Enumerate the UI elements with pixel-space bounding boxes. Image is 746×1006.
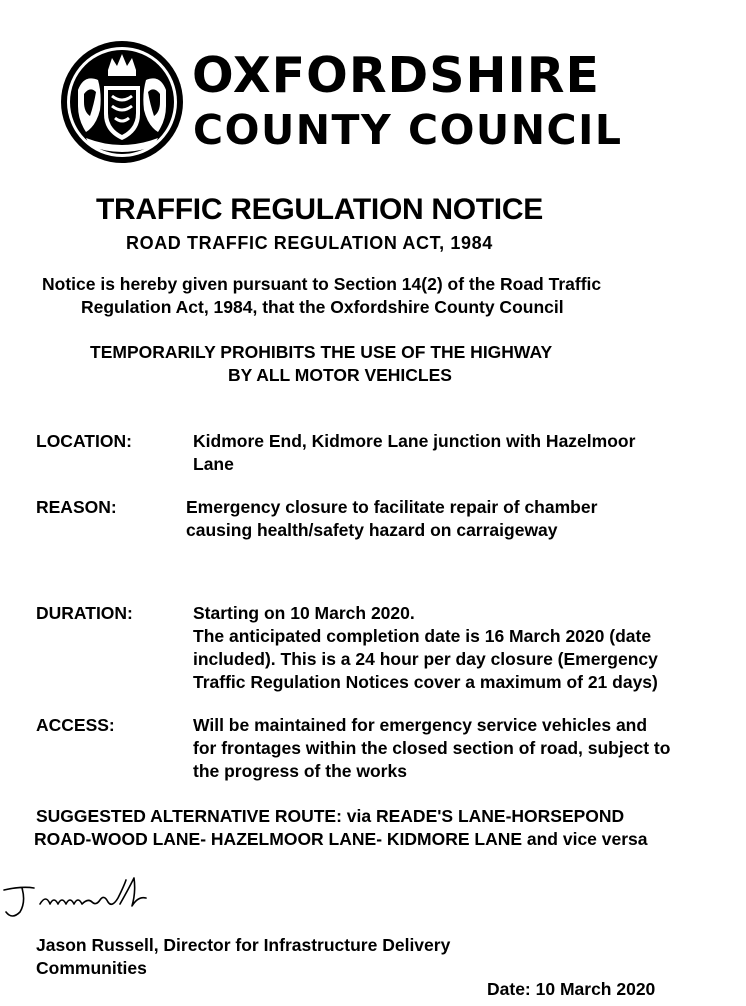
alternative-route-line: ROAD-WOOD LANE- HAZELMOOR LANE- KIDMORE LANE and vice versa (34, 829, 648, 849)
location-label: LOCATION: (36, 431, 132, 451)
intro-line: Regulation Act, 1984, that the Oxfordshire County Council (81, 297, 564, 317)
notice-date: Date: 10 March 2020 (487, 979, 656, 999)
prohibition-line: BY ALL MOTOR VEHICLES (228, 365, 452, 385)
duration-line: Starting on 10 March 2020. (193, 603, 415, 623)
location-value (193, 430, 635, 476)
council-name-line1: OXFORDSHIRE (192, 47, 600, 104)
duration-line: The anticipated completion date is 16 March 2020 (date (193, 626, 652, 646)
location-line: Lane (193, 454, 234, 474)
access-value (193, 714, 670, 783)
council-coat-of-arms-icon (60, 40, 184, 164)
duration-value (193, 602, 658, 694)
council-name-line2: COUNTY COUNCIL (193, 106, 623, 154)
signer-department: Communities (36, 958, 147, 978)
reason-line: Emergency closure to facilitate repair of chamber (186, 497, 598, 517)
alternative-route-line: SUGGESTED ALTERNATIVE ROUTE: via READE'S LANE-HORSEPOND (36, 806, 625, 826)
prohibition-line: TEMPORARILY PROHIBITS THE USE OF THE HIGHWAY (90, 342, 553, 362)
handwritten-signature (0, 868, 180, 930)
reason-label: REASON: (36, 497, 117, 517)
location-line: Kidmore End, Kidmore Lane junction with Hazelmoor (193, 431, 636, 451)
duration-line: Traffic Regulation Notices cover a maximum of 21 days) (193, 672, 658, 692)
reason-line: causing health/safety hazard on carraigeway (186, 520, 558, 540)
access-line: the progress of the works (193, 761, 407, 781)
act-subtitle: ROAD TRAFFIC REGULATION ACT, 1984 (126, 233, 493, 253)
duration-line: included). This is a 24 hour per day closure (Emergency (193, 649, 658, 669)
signer-name-title: Jason Russell, Director for Infrastructure Delivery (36, 935, 451, 955)
intro-line: Notice is hereby given pursuant to Section 14(2) of the Road Traffic (42, 274, 602, 294)
alternative-route (36, 805, 648, 851)
notice-title: TRAFFIC REGULATION NOTICE (96, 193, 543, 226)
access-label: ACCESS: (36, 715, 115, 735)
intro-paragraph (42, 273, 601, 319)
prohibition-statement (90, 341, 552, 387)
reason-value (186, 496, 597, 542)
duration-label: DURATION: (36, 603, 133, 623)
access-line: for frontages within the closed section of road, subject to (193, 738, 671, 758)
access-line: Will be maintained for emergency service vehicles and (193, 715, 648, 735)
